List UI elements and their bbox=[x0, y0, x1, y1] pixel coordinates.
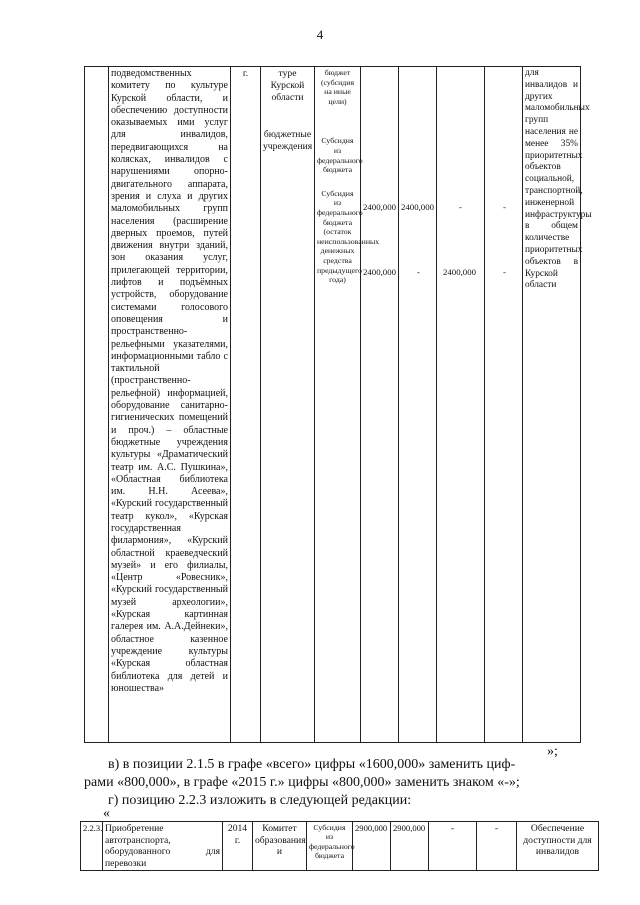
y2015-row-1: - bbox=[459, 202, 462, 212]
position-2-2-3-table bbox=[80, 821, 599, 871]
y2014-row-2: - bbox=[417, 267, 420, 277]
row-result: Обеспечение доступности для инвалидов bbox=[517, 822, 599, 871]
paragraph-g: г) позицию 2.2.3 изложить в следующей редакции: bbox=[108, 793, 412, 808]
total-row-1: 2400,000 bbox=[363, 202, 396, 212]
row-2016: - bbox=[477, 822, 517, 871]
funding-source-2: Субсидия из федерального бюджета bbox=[317, 136, 363, 175]
y2014-row-1: 2400,000 bbox=[401, 202, 434, 212]
paragraph-v-line2: рами «800,000», в графе «2015 г.» цифры «800,000» заменить знаком «-»; bbox=[84, 775, 520, 790]
opening-quote: « bbox=[103, 806, 110, 821]
row-number: 2.2.3. bbox=[81, 822, 103, 871]
cell-expected-result: для инвалидов и других маломобильных групп населения не менее 35% приоритетных объектов социальной, транспортной, инженерной инфраструктуры в общем количестве приоритетных объектов в Курской области bbox=[523, 67, 581, 743]
total-row-2: 2400,000 bbox=[363, 267, 396, 277]
funding-source-3: Субсидия из федерального бюджета (остаток неиспользованных денежных средства предыдущего года) bbox=[317, 188, 380, 285]
cell-executor bbox=[261, 67, 315, 743]
row-funding-source: Субсидия из федерального бюджета bbox=[307, 822, 353, 871]
cell-measure-description: подведомственных комитету по культуре Курской области, и обеспечению доступности оказываемых ими услуг для инвалидов, передвигающихся на колясках, инвалидов с нарушениями опорно-двигательного аппарата, зрения и слуха и других маломобильных групп населения (расширение дверных проемов, путей движения внутри зданий, зон оказания услуг, прилегающей территории, лифтов и подъёмных устройств, оборудование системами голосового оповещения и пространственно-рельефными указателями, информационными табло с тактильной (пространственно-рельефной) информацией, оборудование санитарно-гигиенических помещений и проч.) – областные бюджетные учреждения культуры «Драматический театр им. А.С. Пушкина», «Областная библиотека им. Н.Н. Асеева», «Курский государственный театр кукол», «Курская государственная филармония», «Курский областной краеведческий музей» и его филиалы, «Центр «Ровесник», «Курский государственный музей археологии», «Курская картинная галерея им. А.А.Дейнеки», областное казенное учреждение культуры «Курская областная библиотека для детей и юношества» bbox=[109, 67, 231, 743]
row-executor: Комитет образования и bbox=[253, 822, 307, 871]
cell-2014 bbox=[399, 67, 437, 743]
closing-quote: »; bbox=[547, 744, 558, 759]
cell-2016 bbox=[485, 67, 523, 743]
executor-line-2: бюджетные учреждения bbox=[263, 128, 313, 152]
row-name: Приобретение автотранспорта, оборудованного для перевозки bbox=[103, 822, 223, 871]
y2015-row-2: 2400,000 bbox=[443, 267, 476, 277]
cell-total bbox=[361, 67, 399, 743]
row-2014: 2900,000 bbox=[391, 822, 429, 871]
y2016-row-2: - bbox=[503, 267, 506, 277]
program-table-continued bbox=[84, 66, 592, 743]
row-total: 2900,000 bbox=[353, 822, 391, 871]
page-number: 4 bbox=[316, 27, 324, 42]
cell-period: г. bbox=[231, 67, 261, 743]
paragraph-v-line1: в) в позиции 2.1.5 в графе «всего» цифры «1600,000» заменить циф- bbox=[108, 757, 516, 772]
cell-number bbox=[85, 67, 109, 743]
row-2015: - bbox=[429, 822, 477, 871]
executor-line-1: туре Курской области bbox=[270, 68, 305, 104]
y2016-row-1: - bbox=[503, 202, 506, 212]
row-year: 2014 г. bbox=[223, 822, 253, 871]
cell-2015 bbox=[437, 67, 485, 743]
funding-source-1: бюджет (субсидия на иные цели) bbox=[320, 68, 355, 106]
